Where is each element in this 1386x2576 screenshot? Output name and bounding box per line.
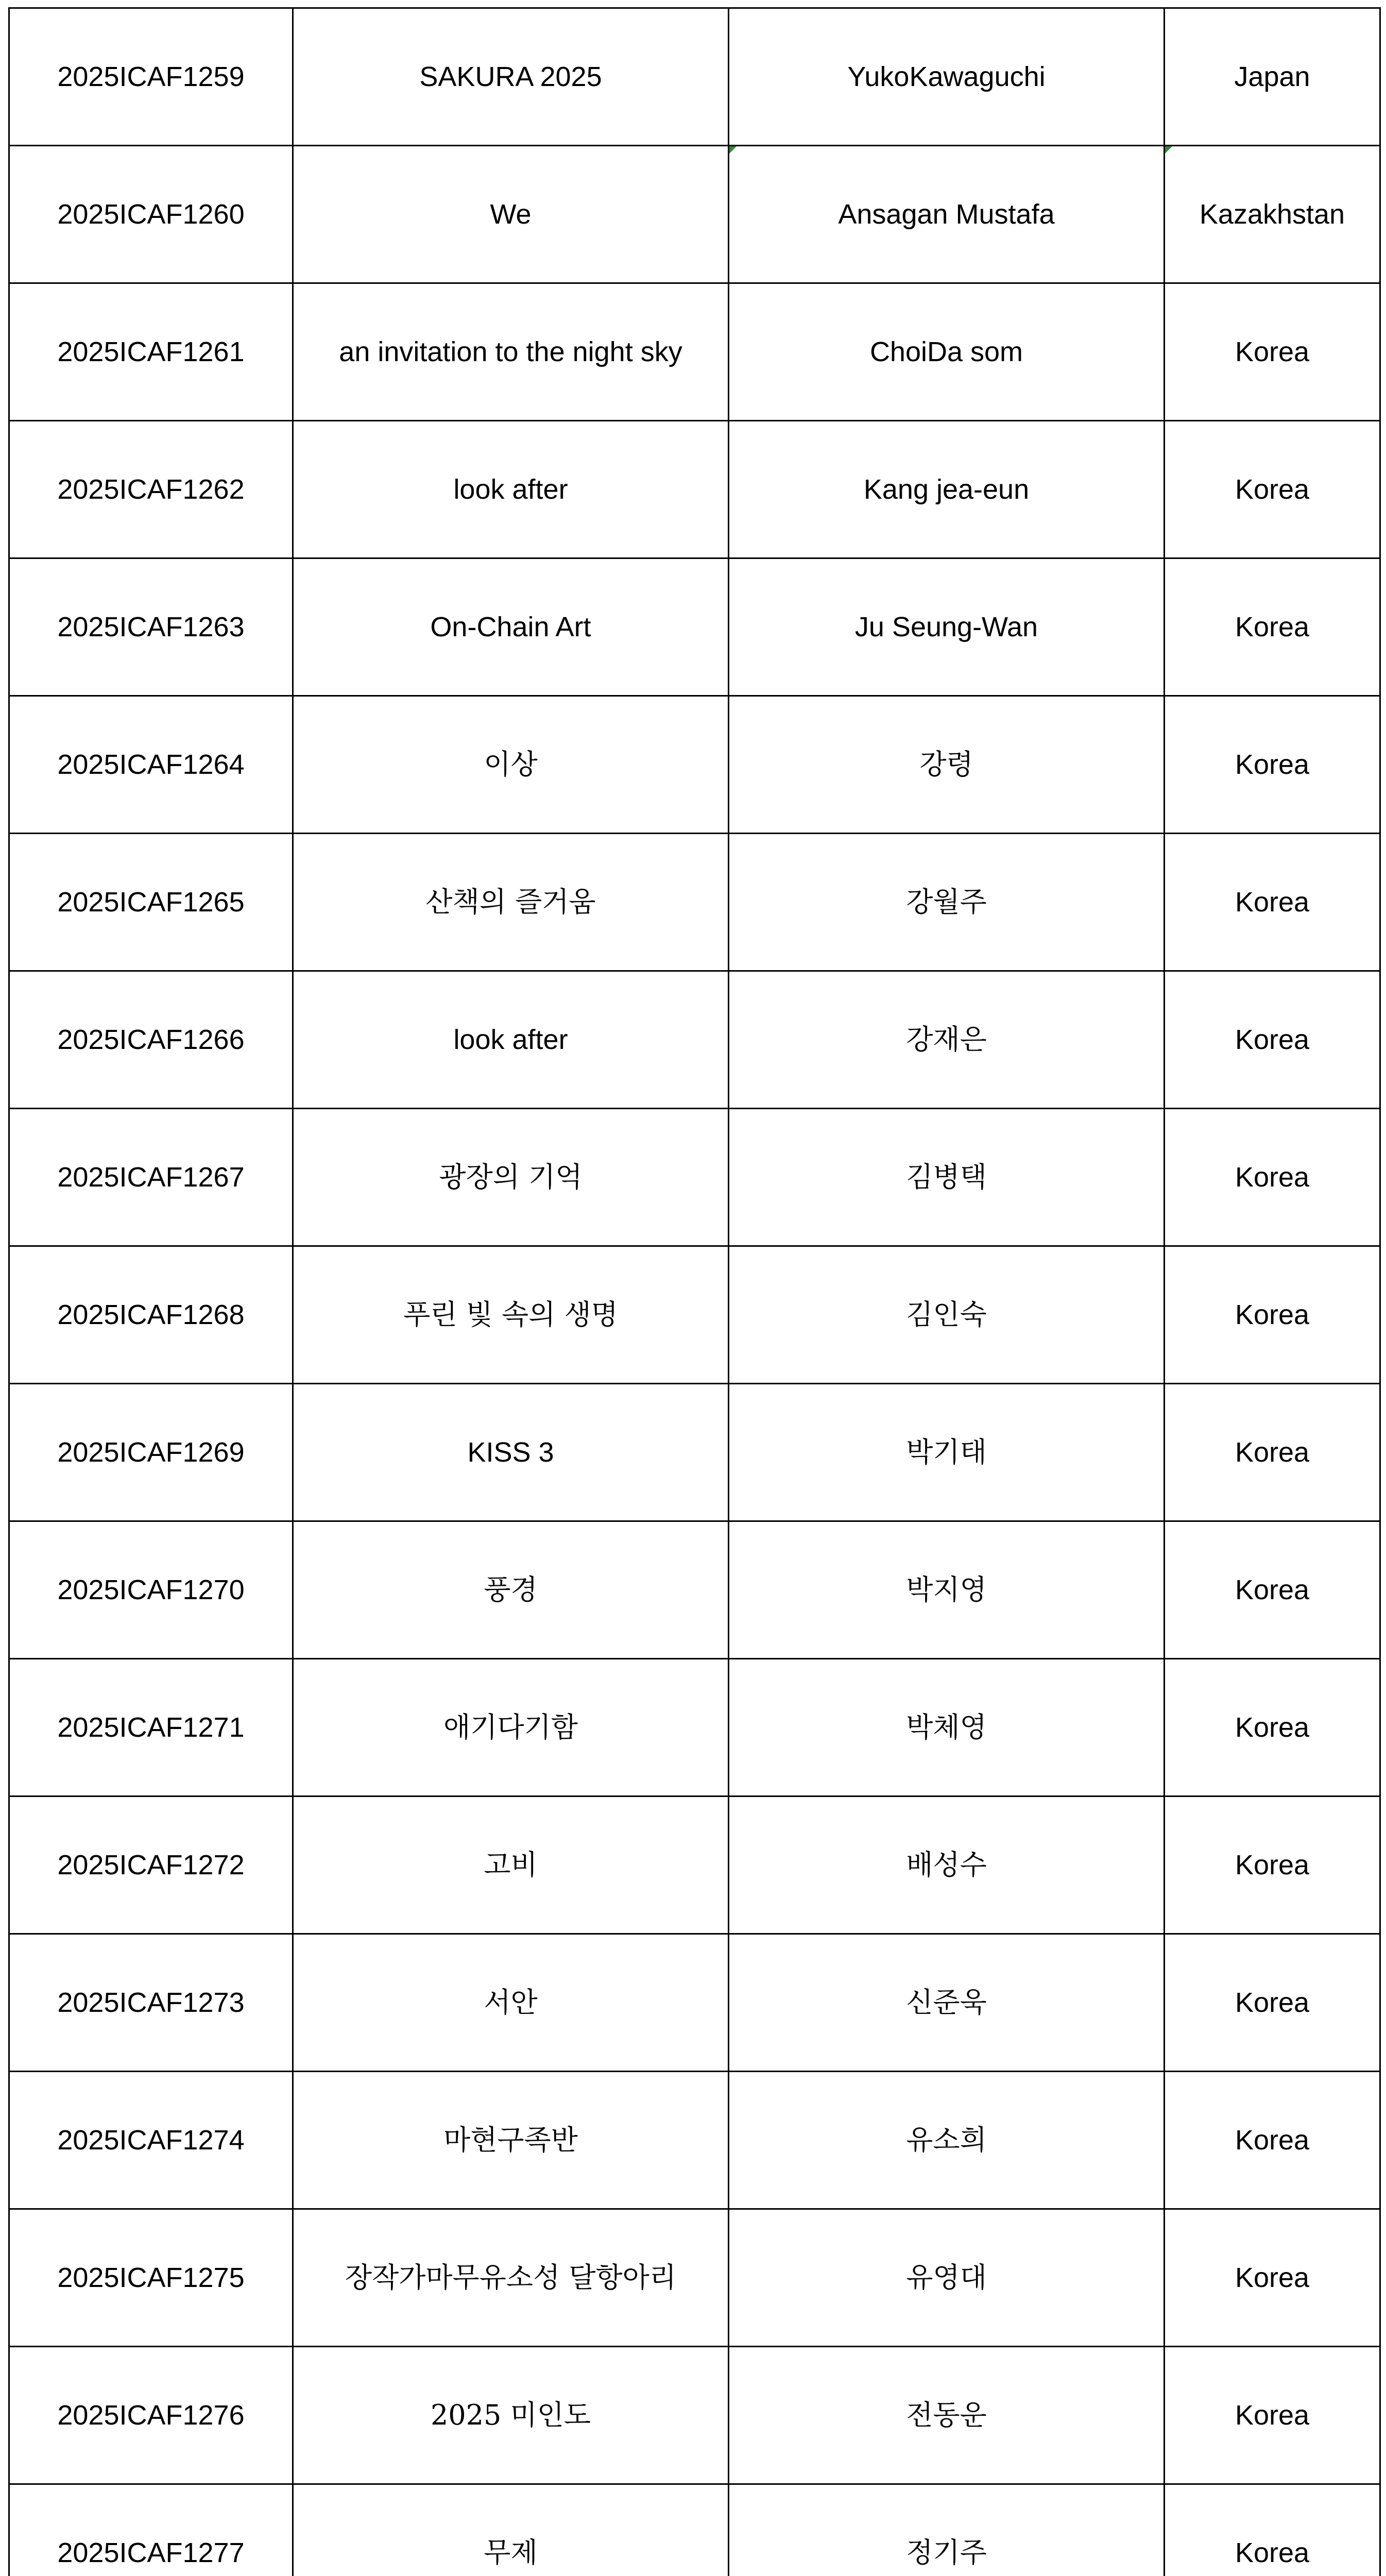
cell-id: 2025ICAF1271 xyxy=(9,1659,293,1797)
cell-id: 2025ICAF1269 xyxy=(9,1384,293,1521)
cell-id: 2025ICAF1275 xyxy=(9,2209,293,2347)
cell-artist: 정기주 xyxy=(729,2484,1165,2576)
cell-id: 2025ICAF1267 xyxy=(9,1109,293,1246)
table-row xyxy=(9,2072,1380,2209)
cell-title: 무제 xyxy=(293,2484,729,2576)
cell-artist: Ansagan Mustafa xyxy=(729,146,1165,283)
cell-country: Korea xyxy=(1165,2347,1380,2484)
cell-id: 2025ICAF1274 xyxy=(9,2072,293,2209)
cell-country: Korea xyxy=(1165,971,1380,1109)
cell-country: Kazakhstan xyxy=(1165,146,1380,283)
table-row xyxy=(9,1797,1380,1934)
cell-title: 서안 xyxy=(293,1934,729,2072)
table-row xyxy=(9,971,1380,1109)
cell-artist: 박기태 xyxy=(729,1384,1165,1521)
cell-id: 2025ICAF1260 xyxy=(9,146,293,283)
cell-title: 2025 미인도 xyxy=(293,2347,729,2484)
cell-artist: 강월주 xyxy=(729,834,1165,971)
cell-title: On-Chain Art xyxy=(293,558,729,696)
table-row xyxy=(9,146,1380,283)
cell-country: Korea xyxy=(1165,1797,1380,1934)
cell-title: SAKURA 2025 xyxy=(293,8,729,146)
cell-artist: 박지영 xyxy=(729,1521,1165,1659)
table-row xyxy=(9,834,1380,971)
cell-country: Korea xyxy=(1165,696,1380,834)
cell-artist: 유소희 xyxy=(729,2072,1165,2209)
table-row xyxy=(9,1109,1380,1246)
cell-artist: YukoKawaguchi xyxy=(729,8,1165,146)
cell-artist: 배성수 xyxy=(729,1797,1165,1934)
table-row xyxy=(9,2209,1380,2347)
cell-country: Korea xyxy=(1165,1384,1380,1521)
cell-artist: 신준욱 xyxy=(729,1934,1165,2072)
cell-title: 애기다기함 xyxy=(293,1659,729,1797)
cell-title: 마현구족반 xyxy=(293,2072,729,2209)
cell-id: 2025ICAF1264 xyxy=(9,696,293,834)
entries-table-body xyxy=(9,8,1380,2576)
cell-country: Korea xyxy=(1165,1934,1380,2072)
cell-id: 2025ICAF1277 xyxy=(9,2484,293,2576)
cell-country: Korea xyxy=(1165,558,1380,696)
cell-id: 2025ICAF1268 xyxy=(9,1246,293,1384)
cell-title: look after xyxy=(293,421,729,558)
cell-title: 고비 xyxy=(293,1797,729,1934)
cell-id: 2025ICAF1263 xyxy=(9,558,293,696)
table-row xyxy=(9,1659,1380,1797)
cell-country: Korea xyxy=(1165,421,1380,558)
cell-id: 2025ICAF1265 xyxy=(9,834,293,971)
cell-country: Korea xyxy=(1165,1109,1380,1246)
cell-title: 광장의 기억 xyxy=(293,1109,729,1246)
cell-artist: ChoiDa som xyxy=(729,283,1165,421)
table-row xyxy=(9,421,1380,558)
cell-country: Korea xyxy=(1165,2484,1380,2576)
cell-country: Korea xyxy=(1165,1521,1380,1659)
table-row xyxy=(9,2484,1380,2576)
table-row xyxy=(9,1384,1380,1521)
cell-title: KISS 3 xyxy=(293,1384,729,1521)
cell-country: Korea xyxy=(1165,834,1380,971)
cell-artist: 전동운 xyxy=(729,2347,1165,2484)
cell-id: 2025ICAF1273 xyxy=(9,1934,293,2072)
cell-artist: Kang jea-eun xyxy=(729,421,1165,558)
cell-id: 2025ICAF1276 xyxy=(9,2347,293,2484)
table-row xyxy=(9,696,1380,834)
table-row xyxy=(9,1521,1380,1659)
cell-title: 이상 xyxy=(293,696,729,834)
cell-country: Korea xyxy=(1165,1246,1380,1384)
table-row xyxy=(9,283,1380,421)
cell-artist: 유영대 xyxy=(729,2209,1165,2347)
cell-title: 장작가마무유소성 달항아리 xyxy=(293,2209,729,2347)
cell-artist: 강령 xyxy=(729,696,1165,834)
cell-artist: Ju Seung-Wan xyxy=(729,558,1165,696)
cell-id: 2025ICAF1259 xyxy=(9,8,293,146)
table-row xyxy=(9,1246,1380,1384)
cell-artist: 김병택 xyxy=(729,1109,1165,1246)
cell-id: 2025ICAF1266 xyxy=(9,971,293,1109)
cell-id: 2025ICAF1262 xyxy=(9,421,293,558)
cell-title: an invitation to the night sky xyxy=(293,283,729,421)
cell-id: 2025ICAF1272 xyxy=(9,1797,293,1934)
table-row xyxy=(9,8,1380,146)
table-row xyxy=(9,558,1380,696)
cell-country: Korea xyxy=(1165,1659,1380,1797)
table-row xyxy=(9,2347,1380,2484)
cell-title: 산책의 즐거움 xyxy=(293,834,729,971)
cell-artist: 김인숙 xyxy=(729,1246,1165,1384)
cell-title: We xyxy=(293,146,729,283)
cell-artist: 강재은 xyxy=(729,971,1165,1109)
cell-artist: 박체영 xyxy=(729,1659,1165,1797)
cell-title: 풍경 xyxy=(293,1521,729,1659)
cell-title: look after xyxy=(293,971,729,1109)
cell-country: Japan xyxy=(1165,8,1380,146)
cell-country: Korea xyxy=(1165,2209,1380,2347)
cell-id: 2025ICAF1270 xyxy=(9,1521,293,1659)
entries-table xyxy=(8,7,1381,2576)
cell-title: 푸린 빛 속의 생명 xyxy=(293,1246,729,1384)
cell-id: 2025ICAF1261 xyxy=(9,283,293,421)
table-row xyxy=(9,1934,1380,2072)
cell-country: Korea xyxy=(1165,283,1380,421)
cell-country: Korea xyxy=(1165,2072,1380,2209)
